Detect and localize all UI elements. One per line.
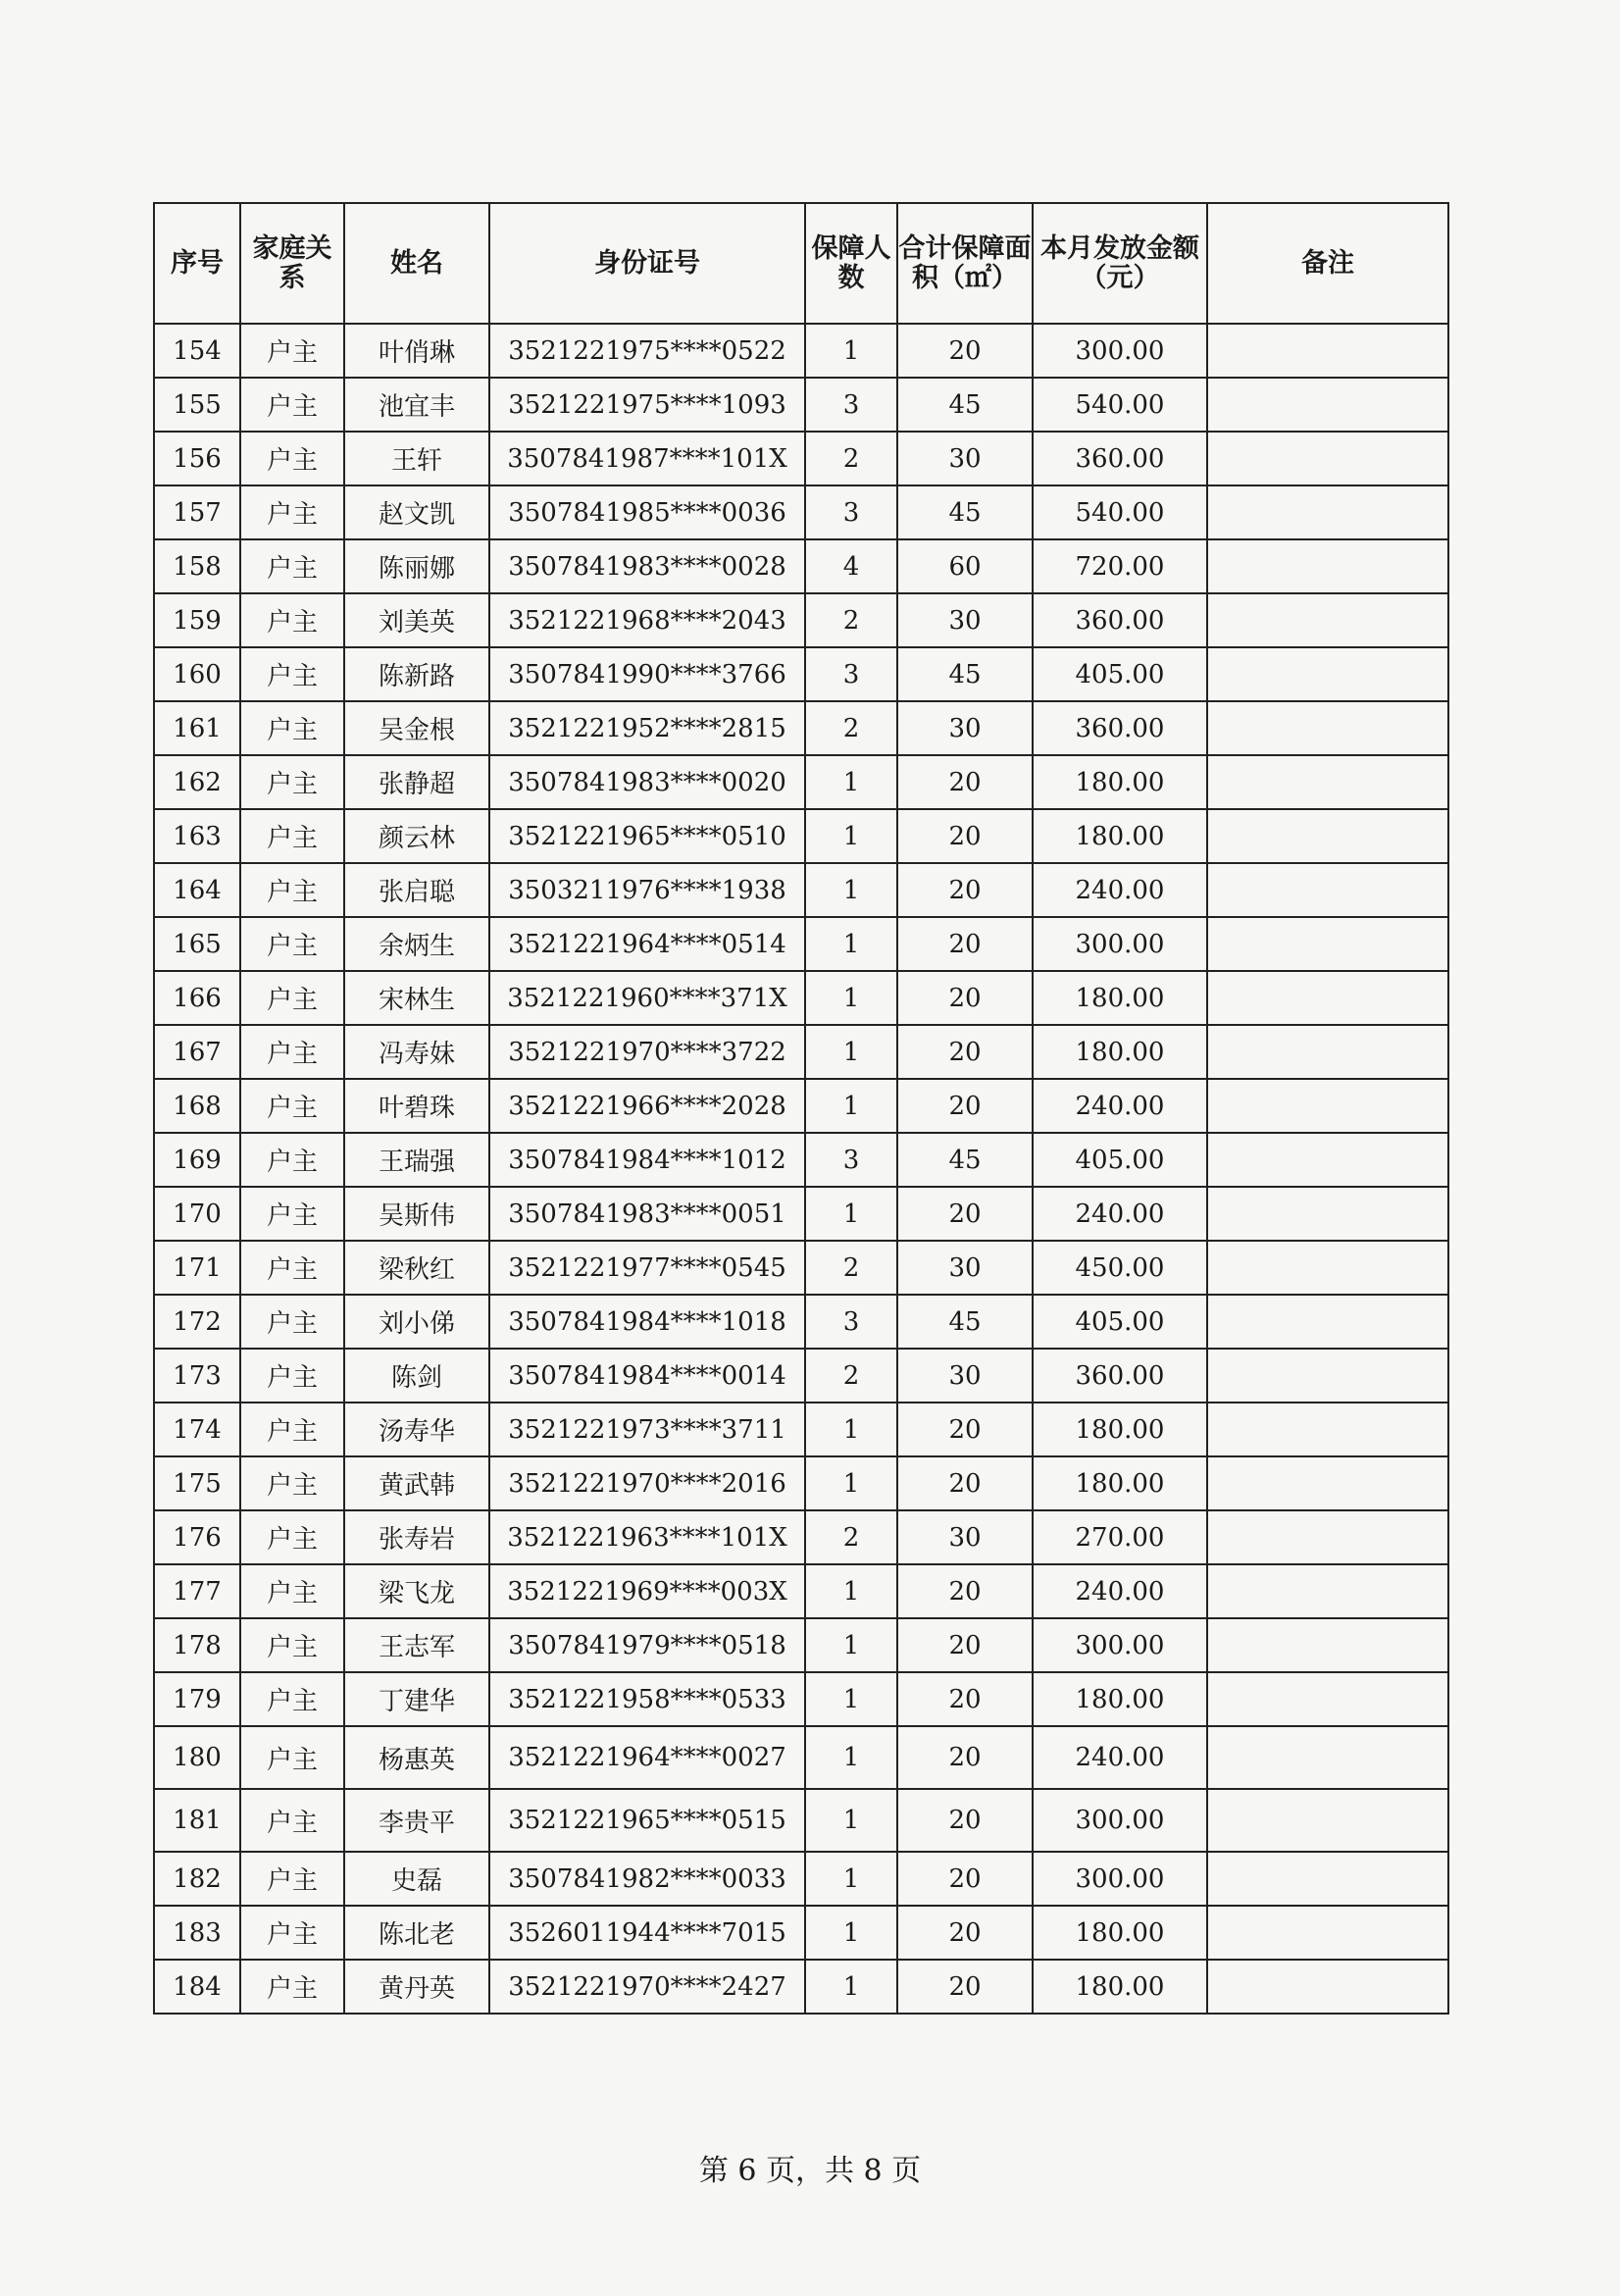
cell-seq: 167 xyxy=(154,1025,240,1079)
cell-id-number: 3521221969****003X xyxy=(489,1564,805,1618)
cell-persons: 1 xyxy=(805,324,897,378)
cell-area: 20 xyxy=(897,1618,1033,1672)
cell-persons: 1 xyxy=(805,1079,897,1133)
cell-persons: 1 xyxy=(805,1960,897,2014)
cell-remark xyxy=(1207,593,1448,647)
cell-relation: 户主 xyxy=(240,1403,344,1456)
cell-area: 20 xyxy=(897,1789,1033,1852)
cell-relation: 户主 xyxy=(240,1564,344,1618)
table-row xyxy=(154,1349,1448,1403)
cell-relation: 户主 xyxy=(240,485,344,539)
cell-relation: 户主 xyxy=(240,324,344,378)
table-row xyxy=(154,324,1448,378)
cell-name: 宋林生 xyxy=(344,971,489,1025)
cell-relation: 户主 xyxy=(240,1187,344,1241)
cell-amount: 360.00 xyxy=(1033,432,1207,485)
cell-id-number: 3521221965****0510 xyxy=(489,809,805,863)
cell-persons: 1 xyxy=(805,1187,897,1241)
subsidy-roster-table xyxy=(153,202,1449,2015)
cell-area: 20 xyxy=(897,1852,1033,1906)
cell-persons: 3 xyxy=(805,485,897,539)
table-row xyxy=(154,701,1448,755)
cell-amount: 180.00 xyxy=(1033,1403,1207,1456)
cell-area: 20 xyxy=(897,1403,1033,1456)
cell-relation: 户主 xyxy=(240,809,344,863)
cell-id-number: 3521221958****0533 xyxy=(489,1672,805,1726)
cell-name: 刘美英 xyxy=(344,593,489,647)
cell-name: 吴斯伟 xyxy=(344,1187,489,1241)
cell-relation: 户主 xyxy=(240,1960,344,2014)
cell-area: 20 xyxy=(897,1906,1033,1960)
cell-remark xyxy=(1207,647,1448,701)
cell-name: 汤寿华 xyxy=(344,1403,489,1456)
cell-seq: 157 xyxy=(154,485,240,539)
cell-remark xyxy=(1207,1906,1448,1960)
cell-amount: 240.00 xyxy=(1033,1726,1207,1789)
cell-seq: 164 xyxy=(154,863,240,917)
cell-persons: 1 xyxy=(805,1906,897,1960)
cell-amount: 180.00 xyxy=(1033,1025,1207,1079)
table-row xyxy=(154,1852,1448,1906)
table-row xyxy=(154,1726,1448,1789)
cell-name: 黄丹英 xyxy=(344,1960,489,2014)
cell-amount: 300.00 xyxy=(1033,917,1207,971)
cell-remark xyxy=(1207,1726,1448,1789)
cell-amount: 300.00 xyxy=(1033,1852,1207,1906)
cell-area: 30 xyxy=(897,432,1033,485)
cell-remark xyxy=(1207,1456,1448,1510)
cell-relation: 户主 xyxy=(240,432,344,485)
cell-persons: 1 xyxy=(805,971,897,1025)
cell-name: 池宜丰 xyxy=(344,378,489,432)
cell-id-number: 3521221973****3711 xyxy=(489,1403,805,1456)
cell-amount: 240.00 xyxy=(1033,1079,1207,1133)
cell-amount: 540.00 xyxy=(1033,378,1207,432)
cell-area: 30 xyxy=(897,701,1033,755)
cell-id-number: 3507841983****0020 xyxy=(489,755,805,809)
cell-remark xyxy=(1207,485,1448,539)
cell-id-number: 3521221975****1093 xyxy=(489,378,805,432)
table-row xyxy=(154,1456,1448,1510)
table-row xyxy=(154,1564,1448,1618)
cell-remark xyxy=(1207,1133,1448,1187)
cell-persons: 1 xyxy=(805,809,897,863)
cell-seq: 172 xyxy=(154,1295,240,1349)
cell-persons: 1 xyxy=(805,863,897,917)
cell-remark xyxy=(1207,1960,1448,2014)
cell-name: 陈丽娜 xyxy=(344,539,489,593)
cell-relation: 户主 xyxy=(240,701,344,755)
cell-relation: 户主 xyxy=(240,1672,344,1726)
cell-area: 20 xyxy=(897,1025,1033,1079)
table-row xyxy=(154,1672,1448,1726)
cell-name: 梁秋红 xyxy=(344,1241,489,1295)
table-row xyxy=(154,1241,1448,1295)
cell-seq: 161 xyxy=(154,701,240,755)
cell-remark xyxy=(1207,1349,1448,1403)
cell-id-number: 3521221964****0027 xyxy=(489,1726,805,1789)
cell-name: 刘小俤 xyxy=(344,1295,489,1349)
cell-seq: 177 xyxy=(154,1564,240,1618)
cell-amount: 180.00 xyxy=(1033,809,1207,863)
cell-seq: 173 xyxy=(154,1349,240,1403)
cell-area: 45 xyxy=(897,1133,1033,1187)
cell-id-number: 3507841987****101X xyxy=(489,432,805,485)
cell-remark xyxy=(1207,1295,1448,1349)
cell-persons: 3 xyxy=(805,1133,897,1187)
table-row xyxy=(154,1906,1448,1960)
cell-area: 20 xyxy=(897,1079,1033,1133)
cell-amount: 540.00 xyxy=(1033,485,1207,539)
cell-persons: 1 xyxy=(805,917,897,971)
cell-area: 30 xyxy=(897,1241,1033,1295)
cell-amount: 180.00 xyxy=(1033,971,1207,1025)
cell-persons: 1 xyxy=(805,1852,897,1906)
cell-name: 赵文凯 xyxy=(344,485,489,539)
cell-persons: 1 xyxy=(805,1672,897,1726)
cell-persons: 2 xyxy=(805,1510,897,1564)
cell-remark xyxy=(1207,378,1448,432)
cell-id-number: 3507841984****0014 xyxy=(489,1349,805,1403)
cell-name: 李贵平 xyxy=(344,1789,489,1852)
table-row xyxy=(154,1025,1448,1079)
cell-id-number: 3526011944****7015 xyxy=(489,1906,805,1960)
cell-seq: 183 xyxy=(154,1906,240,1960)
table-row xyxy=(154,1295,1448,1349)
cell-remark xyxy=(1207,917,1448,971)
cell-name: 余炳生 xyxy=(344,917,489,971)
cell-relation: 户主 xyxy=(240,1456,344,1510)
cell-amount: 180.00 xyxy=(1033,1960,1207,2014)
cell-remark xyxy=(1207,324,1448,378)
cell-name: 王志军 xyxy=(344,1618,489,1672)
cell-name: 陈剑 xyxy=(344,1349,489,1403)
cell-seq: 184 xyxy=(154,1960,240,2014)
cell-remark xyxy=(1207,432,1448,485)
cell-area: 30 xyxy=(897,1510,1033,1564)
cell-amount: 180.00 xyxy=(1033,1906,1207,1960)
cell-seq: 162 xyxy=(154,755,240,809)
cell-persons: 1 xyxy=(805,755,897,809)
cell-persons: 4 xyxy=(805,539,897,593)
cell-relation: 户主 xyxy=(240,1133,344,1187)
cell-amount: 360.00 xyxy=(1033,701,1207,755)
cell-persons: 2 xyxy=(805,1349,897,1403)
cell-name: 黄武韩 xyxy=(344,1456,489,1510)
table-row xyxy=(154,593,1448,647)
table-row xyxy=(154,1510,1448,1564)
cell-id-number: 3521221968****2043 xyxy=(489,593,805,647)
cell-id-number: 3507841982****0033 xyxy=(489,1852,805,1906)
table-row xyxy=(154,539,1448,593)
cell-relation: 户主 xyxy=(240,1789,344,1852)
cell-relation: 户主 xyxy=(240,1349,344,1403)
cell-remark xyxy=(1207,1672,1448,1726)
cell-amount: 405.00 xyxy=(1033,647,1207,701)
cell-relation: 户主 xyxy=(240,917,344,971)
cell-name: 王轩 xyxy=(344,432,489,485)
cell-area: 45 xyxy=(897,378,1033,432)
table-row xyxy=(154,1079,1448,1133)
cell-persons: 2 xyxy=(805,432,897,485)
cell-seq: 170 xyxy=(154,1187,240,1241)
table-row xyxy=(154,432,1448,485)
header-area: 合计保障面积（㎡） xyxy=(897,203,1033,324)
cell-relation: 户主 xyxy=(240,755,344,809)
header-seq: 序号 xyxy=(154,203,240,324)
cell-area: 45 xyxy=(897,485,1033,539)
cell-area: 30 xyxy=(897,1349,1033,1403)
cell-relation: 户主 xyxy=(240,1025,344,1079)
cell-amount: 450.00 xyxy=(1033,1241,1207,1295)
cell-remark xyxy=(1207,971,1448,1025)
cell-area: 20 xyxy=(897,809,1033,863)
cell-amount: 300.00 xyxy=(1033,1789,1207,1852)
cell-name: 吴金根 xyxy=(344,701,489,755)
cell-name: 丁建华 xyxy=(344,1672,489,1726)
cell-area: 20 xyxy=(897,1187,1033,1241)
cell-name: 陈新路 xyxy=(344,647,489,701)
cell-area: 20 xyxy=(897,863,1033,917)
cell-amount: 720.00 xyxy=(1033,539,1207,593)
cell-persons: 3 xyxy=(805,647,897,701)
cell-relation: 户主 xyxy=(240,1726,344,1789)
cell-id-number: 3507841984****1018 xyxy=(489,1295,805,1349)
cell-amount: 240.00 xyxy=(1033,1187,1207,1241)
cell-seq: 181 xyxy=(154,1789,240,1852)
cell-area: 60 xyxy=(897,539,1033,593)
table-row xyxy=(154,1789,1448,1852)
cell-seq: 165 xyxy=(154,917,240,971)
cell-seq: 160 xyxy=(154,647,240,701)
cell-amount: 270.00 xyxy=(1033,1510,1207,1564)
cell-id-number: 3521221970****2016 xyxy=(489,1456,805,1510)
cell-id-number: 3521221963****101X xyxy=(489,1510,805,1564)
cell-name: 冯寿妹 xyxy=(344,1025,489,1079)
table-row xyxy=(154,1618,1448,1672)
table-row xyxy=(154,755,1448,809)
cell-relation: 户主 xyxy=(240,1510,344,1564)
cell-persons: 2 xyxy=(805,1241,897,1295)
cell-remark xyxy=(1207,1079,1448,1133)
cell-relation: 户主 xyxy=(240,1852,344,1906)
cell-persons: 1 xyxy=(805,1726,897,1789)
cell-seq: 176 xyxy=(154,1510,240,1564)
cell-id-number: 3521221970****2427 xyxy=(489,1960,805,2014)
cell-name: 张静超 xyxy=(344,755,489,809)
cell-area: 20 xyxy=(897,1672,1033,1726)
cell-relation: 户主 xyxy=(240,971,344,1025)
cell-persons: 1 xyxy=(805,1618,897,1672)
cell-id-number: 3507841984****1012 xyxy=(489,1133,805,1187)
table-row xyxy=(154,485,1448,539)
cell-seq: 180 xyxy=(154,1726,240,1789)
cell-relation: 户主 xyxy=(240,1241,344,1295)
cell-relation: 户主 xyxy=(240,593,344,647)
header-relation: 家庭关系 xyxy=(240,203,344,324)
cell-area: 20 xyxy=(897,917,1033,971)
cell-relation: 户主 xyxy=(240,647,344,701)
header-amount: 本月发放金额（元） xyxy=(1033,203,1207,324)
cell-persons: 2 xyxy=(805,701,897,755)
cell-seq: 163 xyxy=(154,809,240,863)
cell-remark xyxy=(1207,863,1448,917)
cell-remark xyxy=(1207,1564,1448,1618)
cell-amount: 300.00 xyxy=(1033,324,1207,378)
cell-persons: 1 xyxy=(805,1403,897,1456)
cell-area: 20 xyxy=(897,971,1033,1025)
cell-persons: 1 xyxy=(805,1564,897,1618)
page-number-footer: 第 6 页，共 8 页 xyxy=(698,2154,922,2188)
cell-id-number: 3521221965****0515 xyxy=(489,1789,805,1852)
cell-remark xyxy=(1207,1025,1448,1079)
cell-relation: 户主 xyxy=(240,863,344,917)
cell-persons: 1 xyxy=(805,1025,897,1079)
table-row xyxy=(154,1187,1448,1241)
cell-id-number: 3521221964****0514 xyxy=(489,917,805,971)
cell-area: 45 xyxy=(897,1295,1033,1349)
cell-id-number: 3507841983****0028 xyxy=(489,539,805,593)
cell-id-number: 3507841985****0036 xyxy=(489,485,805,539)
cell-amount: 405.00 xyxy=(1033,1133,1207,1187)
cell-area: 30 xyxy=(897,593,1033,647)
cell-id-number: 3521221966****2028 xyxy=(489,1079,805,1133)
cell-amount: 300.00 xyxy=(1033,1618,1207,1672)
cell-seq: 171 xyxy=(154,1241,240,1295)
cell-area: 20 xyxy=(897,1456,1033,1510)
cell-amount: 360.00 xyxy=(1033,1349,1207,1403)
cell-name: 杨惠英 xyxy=(344,1726,489,1789)
cell-relation: 户主 xyxy=(240,378,344,432)
cell-persons: 3 xyxy=(805,1295,897,1349)
cell-persons: 2 xyxy=(805,593,897,647)
cell-seq: 154 xyxy=(154,324,240,378)
cell-seq: 178 xyxy=(154,1618,240,1672)
table-row xyxy=(154,1133,1448,1187)
cell-id-number: 3507841979****0518 xyxy=(489,1618,805,1672)
cell-id-number: 3521221970****3722 xyxy=(489,1025,805,1079)
cell-amount: 180.00 xyxy=(1033,1672,1207,1726)
table-row xyxy=(154,863,1448,917)
cell-amount: 240.00 xyxy=(1033,863,1207,917)
cell-remark xyxy=(1207,809,1448,863)
header-id-number: 身份证号 xyxy=(489,203,805,324)
cell-seq: 174 xyxy=(154,1403,240,1456)
cell-area: 45 xyxy=(897,647,1033,701)
table-row xyxy=(154,809,1448,863)
cell-relation: 户主 xyxy=(240,1618,344,1672)
cell-name: 王瑞强 xyxy=(344,1133,489,1187)
cell-name: 陈北老 xyxy=(344,1906,489,1960)
cell-name: 叶俏琳 xyxy=(344,324,489,378)
cell-id-number: 3521221952****2815 xyxy=(489,701,805,755)
cell-seq: 156 xyxy=(154,432,240,485)
header-name: 姓名 xyxy=(344,203,489,324)
cell-remark xyxy=(1207,1852,1448,1906)
cell-id-number: 3521221975****0522 xyxy=(489,324,805,378)
table-body xyxy=(154,324,1448,2014)
cell-remark xyxy=(1207,701,1448,755)
cell-remark xyxy=(1207,1241,1448,1295)
cell-persons: 1 xyxy=(805,1789,897,1852)
cell-relation: 户主 xyxy=(240,1295,344,1349)
cell-name: 史磊 xyxy=(344,1852,489,1906)
cell-seq: 158 xyxy=(154,539,240,593)
cell-area: 20 xyxy=(897,755,1033,809)
cell-seq: 179 xyxy=(154,1672,240,1726)
cell-relation: 户主 xyxy=(240,539,344,593)
cell-persons: 3 xyxy=(805,378,897,432)
cell-id-number: 3521221960****371X xyxy=(489,971,805,1025)
cell-area: 20 xyxy=(897,1564,1033,1618)
cell-remark xyxy=(1207,755,1448,809)
table-row xyxy=(154,1403,1448,1456)
cell-amount: 180.00 xyxy=(1033,755,1207,809)
table-row xyxy=(154,971,1448,1025)
cell-seq: 155 xyxy=(154,378,240,432)
cell-area: 20 xyxy=(897,1960,1033,2014)
cell-name: 梁飞龙 xyxy=(344,1564,489,1618)
cell-remark xyxy=(1207,1403,1448,1456)
cell-id-number: 3507841983****0051 xyxy=(489,1187,805,1241)
table-header-row xyxy=(154,203,1448,324)
cell-persons: 1 xyxy=(805,1456,897,1510)
header-remark: 备注 xyxy=(1207,203,1448,324)
cell-seq: 168 xyxy=(154,1079,240,1133)
cell-seq: 166 xyxy=(154,971,240,1025)
cell-amount: 240.00 xyxy=(1033,1564,1207,1618)
cell-name: 张寿岩 xyxy=(344,1510,489,1564)
cell-seq: 175 xyxy=(154,1456,240,1510)
cell-remark xyxy=(1207,1187,1448,1241)
cell-remark xyxy=(1207,1510,1448,1564)
cell-remark xyxy=(1207,539,1448,593)
cell-remark xyxy=(1207,1618,1448,1672)
cell-seq: 169 xyxy=(154,1133,240,1187)
cell-amount: 360.00 xyxy=(1033,593,1207,647)
cell-amount: 405.00 xyxy=(1033,1295,1207,1349)
cell-id-number: 3521221977****0545 xyxy=(489,1241,805,1295)
cell-relation: 户主 xyxy=(240,1079,344,1133)
cell-name: 叶碧珠 xyxy=(344,1079,489,1133)
header-persons: 保障人数 xyxy=(805,203,897,324)
cell-id-number: 3507841990****3766 xyxy=(489,647,805,701)
table-row xyxy=(154,917,1448,971)
cell-area: 20 xyxy=(897,1726,1033,1789)
cell-id-number: 3503211976****1938 xyxy=(489,863,805,917)
cell-seq: 182 xyxy=(154,1852,240,1906)
table-row xyxy=(154,378,1448,432)
cell-remark xyxy=(1207,1789,1448,1852)
cell-relation: 户主 xyxy=(240,1906,344,1960)
table-row xyxy=(154,647,1448,701)
cell-name: 颜云林 xyxy=(344,809,489,863)
cell-seq: 159 xyxy=(154,593,240,647)
table-row xyxy=(154,1960,1448,2014)
cell-name: 张启聪 xyxy=(344,863,489,917)
cell-amount: 180.00 xyxy=(1033,1456,1207,1510)
cell-area: 20 xyxy=(897,324,1033,378)
